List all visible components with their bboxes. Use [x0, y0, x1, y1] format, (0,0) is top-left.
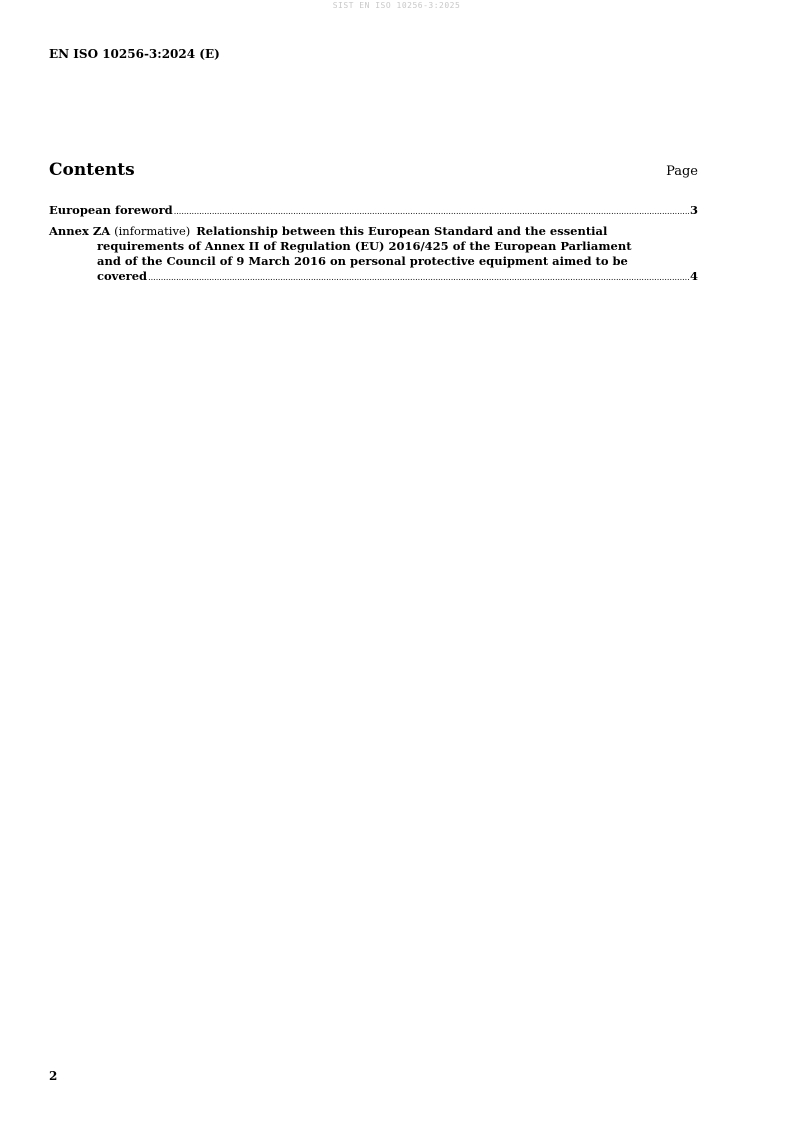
- toc-entry-title-line[interactable]: covered: [97, 269, 148, 283]
- document-id-header: EN ISO 10256-3:2024 (E): [49, 47, 220, 61]
- toc-entry-annotation: (informative): [114, 224, 191, 238]
- toc-leader-dots: [174, 204, 689, 219]
- toc-page-number[interactable]: 4: [689, 269, 698, 283]
- toc-leader-dots: [148, 270, 689, 285]
- toc-entry-label[interactable]: European foreword: [49, 203, 173, 217]
- watermark: SIST EN ISO 10256-3:2025: [332, 1, 461, 10]
- toc-page-number[interactable]: 3: [689, 203, 698, 217]
- toc-entry-european-foreword[interactable]: [49, 203, 698, 219]
- toc-line: [49, 203, 698, 219]
- table-of-contents: [49, 203, 698, 290]
- toc-line: [49, 269, 698, 285]
- toc-entry-title-line[interactable]: requirements of Annex II of Regulation (EU) 2016/425 of the European Parliament: [97, 239, 632, 253]
- page-number: 2: [49, 1069, 58, 1083]
- contents-heading-row: [49, 160, 698, 180]
- toc-entry-title-line[interactable]: Relationship between this European Standard and the essential: [196, 224, 608, 238]
- toc-entry-annex-za[interactable]: [49, 224, 698, 285]
- contents-title: Contents: [49, 160, 135, 180]
- toc-line: [49, 224, 698, 239]
- page-column-label: Page: [666, 164, 698, 179]
- toc-entry-prefix[interactable]: Annex ZA: [49, 224, 111, 238]
- toc-entry-title-line[interactable]: and of the Council of 9 March 2016 on personal protective equipment aimed to be: [97, 254, 628, 268]
